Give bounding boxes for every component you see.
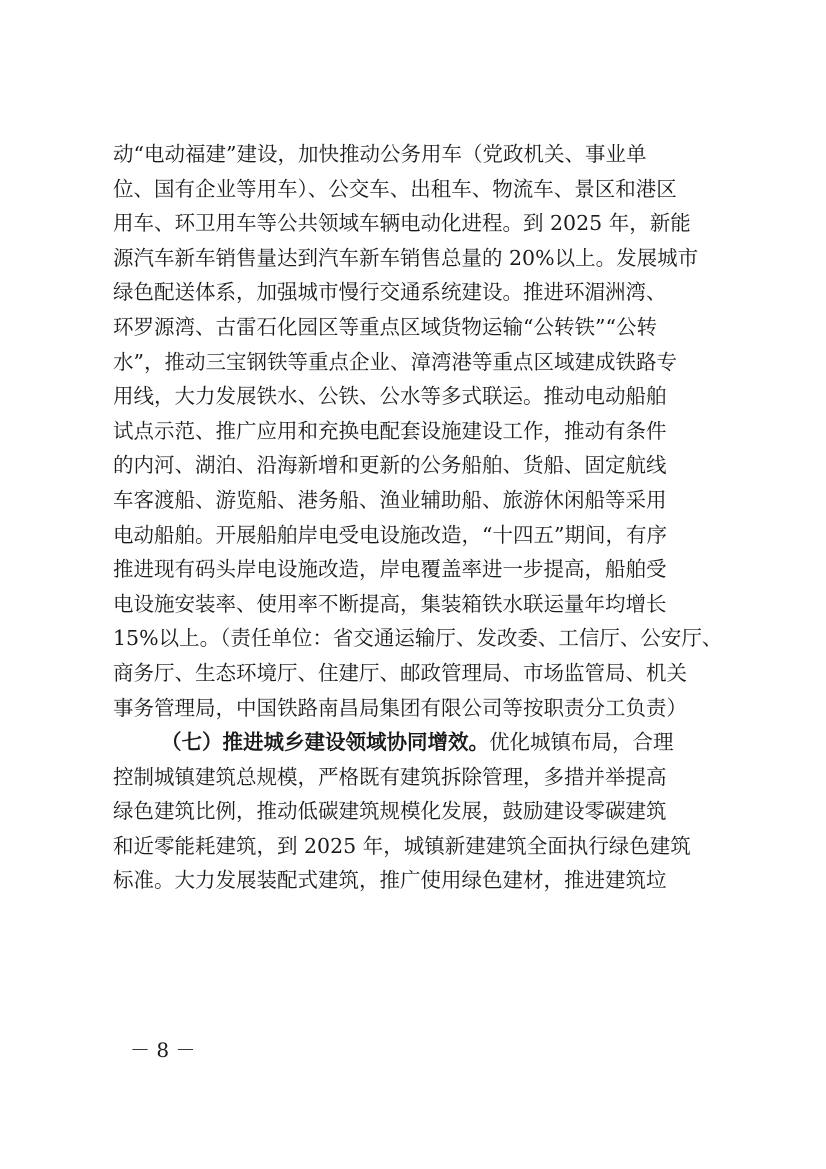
page-number: － 8 －: [130, 1038, 196, 1062]
section-7-first-line-text: 优化城镇布局，合理: [489, 730, 674, 755]
paragraph-line: 用车、环卫用车等公共领域车辆电动化进程。到 2025 年，新能: [113, 211, 691, 236]
paragraph-line: 电设施安装率、使用率不断提高，集装箱铁水联运量年均增长: [113, 591, 667, 616]
paragraph-line: 商务厅、生态环境厅、住建厅、邮政管理局、市场监管局、机关: [113, 660, 687, 685]
paragraph-line: 源汽车新车销售量达到汽车新车销售总量的 20%以上。发展城市: [113, 245, 699, 270]
paragraph-line: 事务管理局，中国铁路南昌局集团有限公司等按职责分工负责）: [113, 695, 687, 720]
paragraph-line: 位、国有企业等用车）、公交车、出租车、物流车、景区和港区: [113, 176, 677, 201]
paragraph-line: 用线，大力发展铁水、公铁、公水等多式联运。推动电动船舶: [113, 384, 667, 409]
paragraph-line: 动“电动福建”建设，加快推动公务用车（党政机关、事业单: [113, 142, 647, 166]
paragraph-line: 推进现有码头岸电设施改造，岸电覆盖率进一步提高，船舶受: [113, 557, 667, 582]
paragraph-line: 绿色建筑比例，推动低碳建筑规模化发展，鼓励建设零碳建筑: [113, 799, 667, 824]
paragraph-line: 控制城镇建筑总规模，严格既有建筑拆除管理，多措并举提高: [113, 764, 667, 789]
paragraph-line: 和近零能耗建筑，到 2025 年，城镇新建建筑全面执行绿色建筑: [113, 833, 691, 858]
section-7-heading: （七）推进城乡建设领域协同增效。: [161, 730, 489, 755]
body-text: [113, 137, 723, 898]
section-7-first-line: [113, 725, 719, 760]
paragraph-line: 电动船舶。开展船舶岸电受电设施改造，“十四五”期间，有序: [113, 522, 667, 547]
paragraph-line: 的内河、湖泊、沿海新增和更新的公务船舶、货船、固定航线: [113, 453, 667, 478]
paragraph-line: 环罗源湾、古雷石化园区等重点区域货物运输“公转铁”“公转: [113, 314, 657, 339]
paragraph-line: 绿色配送体系，加强城市慢行交通系统建设。推进环湄洲湾、: [113, 280, 667, 305]
paragraph-line: 15%以上。（责任单位：省交通运输厅、发改委、工信厅、公安厅、: [113, 626, 723, 651]
paragraph-line: 试点示范、推广应用和充换电配套设施建设工作，推动有条件: [113, 418, 667, 443]
paragraph-line: 水”，推动三宝钢铁等重点企业、漳湾港等重点区域建成铁路专: [113, 349, 677, 374]
paragraph-line: 车客渡船、游览船、港务船、渔业辅助船、旅游休闲船等采用: [113, 487, 667, 512]
paragraph-line: 标准。大力发展装配式建筑，推广使用绿色建材，推进建筑垃: [113, 868, 667, 893]
